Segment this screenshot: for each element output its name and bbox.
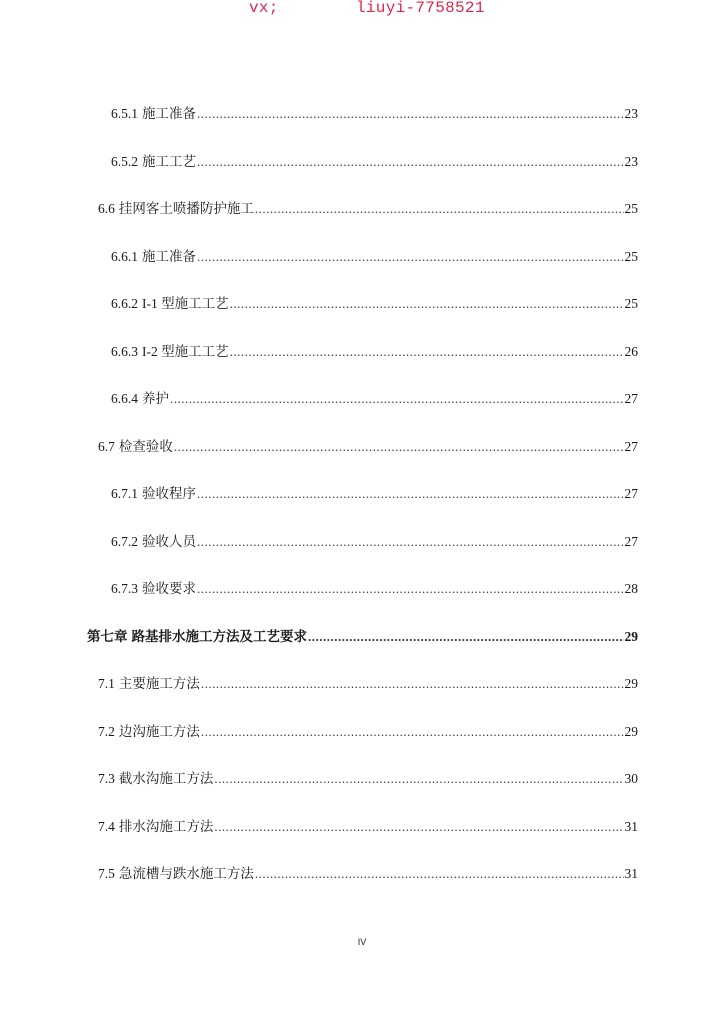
toc-entry-number: 6.6.4 (111, 391, 138, 406)
toc-entry[interactable] (111, 579, 638, 599)
toc-entry-number: 7.5 (98, 866, 115, 881)
toc-entry-page: 29 (624, 723, 638, 739)
toc-leader-dots (197, 484, 624, 504)
toc-entry[interactable] (111, 294, 638, 314)
toc-entry-number: 6.7.2 (111, 533, 138, 549)
toc-entry-number: 7.1 (98, 676, 115, 691)
toc-entry-page: 23 (624, 106, 638, 121)
toc-entry-title: 边沟施工方法 (118, 723, 200, 739)
toc-entry-number: 6.7.1 (111, 486, 138, 501)
toc-entry-title: 验收人员 (142, 533, 196, 549)
toc-entry-title: 路基排水施工方法及工艺要求 (131, 628, 307, 644)
toc-entry-title: 急流槽与跌水施工方法 (118, 866, 254, 881)
toc-entry-page: 28 (624, 581, 638, 596)
toc-entry-title: 施工准备 (142, 106, 196, 121)
toc-entry[interactable] (111, 342, 638, 362)
toc-entry-page: 27 (624, 391, 638, 406)
toc-entry-title: 截水沟施工方法 (118, 771, 214, 786)
toc-entry[interactable] (98, 437, 638, 457)
toc-leader-dots (201, 722, 624, 742)
toc-entry-page: 31 (624, 818, 638, 834)
toc-entry-title: 养护 (142, 391, 169, 406)
toc-entry-number: 7.4 (98, 818, 115, 834)
toc-entry-number: 6.6.1 (111, 248, 138, 264)
toc-leader-dots (197, 579, 624, 599)
toc-entry-page: 25 (624, 201, 638, 216)
watermark-left-text: vx; (249, 0, 279, 17)
toc-entry-page: 27 (624, 438, 638, 454)
toc-entry-title: 检查验收 (118, 438, 173, 454)
toc-entry-page: 30 (624, 771, 638, 786)
toc-entry[interactable] (98, 722, 638, 742)
toc-entry-number: 7.3 (98, 771, 115, 786)
toc-leader-dots (230, 342, 624, 362)
toc-entry-number: 6.6.2 (111, 296, 138, 311)
toc-leader-dots (174, 437, 624, 457)
toc-leader-dots (201, 674, 624, 694)
toc-chapter-entry[interactable] (87, 627, 638, 647)
toc-entry[interactable] (111, 532, 638, 552)
toc-entry-page: 23 (624, 153, 638, 169)
toc-entry-page: 27 (624, 486, 638, 501)
toc-entry[interactable] (111, 247, 638, 267)
toc-entry-title: 挂网客土喷播防护施工 (118, 201, 254, 216)
toc-entry-number: 6.5.1 (111, 106, 138, 121)
toc-entry-number: 6.7.3 (111, 581, 138, 596)
watermark-right-text: liuyi-7758521 (356, 0, 485, 17)
toc-entry-number: 6.7 (98, 438, 115, 454)
toc-entry[interactable] (111, 104, 638, 124)
toc-entry-title: 主要施工方法 (118, 676, 200, 691)
toc-entry-page: 25 (624, 248, 638, 264)
toc-leader-dots (197, 532, 624, 552)
toc-leader-dots (197, 247, 624, 267)
toc-leader-dots (308, 627, 624, 647)
page-number: IV (357, 937, 367, 947)
toc-entry-number: 6.6 (98, 201, 115, 216)
toc-leader-dots (197, 152, 624, 172)
toc-entry-number: 6.5.2 (111, 153, 138, 169)
toc-entry-page: 29 (624, 676, 638, 691)
toc-entry-title: I-1 型施工工艺 (142, 296, 229, 311)
toc-entry[interactable] (98, 817, 638, 837)
toc-entry-title: 验收要求 (142, 581, 196, 596)
toc-entry[interactable] (98, 674, 638, 694)
toc-leader-dots (170, 389, 624, 409)
toc-entry-page: 29 (624, 628, 638, 644)
toc-entry-title: I-2 型施工工艺 (142, 343, 229, 359)
toc-entry-number: 第七章 (87, 628, 128, 644)
toc-entry-title: 验收程序 (142, 486, 196, 501)
toc-entry-page: 25 (624, 296, 638, 311)
toc-leader-dots (197, 104, 624, 124)
toc-entry[interactable] (98, 769, 638, 789)
toc-entry[interactable] (111, 152, 638, 172)
toc-entry-number: 6.6.3 (111, 343, 138, 359)
toc-entry-title: 排水沟施工方法 (118, 818, 214, 834)
toc-leader-dots (255, 864, 624, 884)
toc-entry-title: 施工工艺 (142, 153, 196, 169)
watermark (0, 0, 724, 24)
toc-entry[interactable] (98, 864, 638, 884)
toc-leader-dots (214, 769, 623, 789)
toc-leader-dots (230, 294, 624, 314)
toc-entry[interactable] (111, 484, 638, 504)
toc-entry[interactable] (98, 199, 638, 219)
toc-entry-page: 27 (624, 533, 638, 549)
toc-entry-title: 施工准备 (142, 248, 196, 264)
toc-leader-dots (255, 199, 624, 219)
toc-entry-page: 26 (624, 343, 638, 359)
toc-entry-number: 7.2 (98, 723, 115, 739)
toc-entry-page: 31 (624, 866, 638, 881)
toc-entry[interactable] (111, 389, 638, 409)
toc-leader-dots (214, 817, 623, 837)
